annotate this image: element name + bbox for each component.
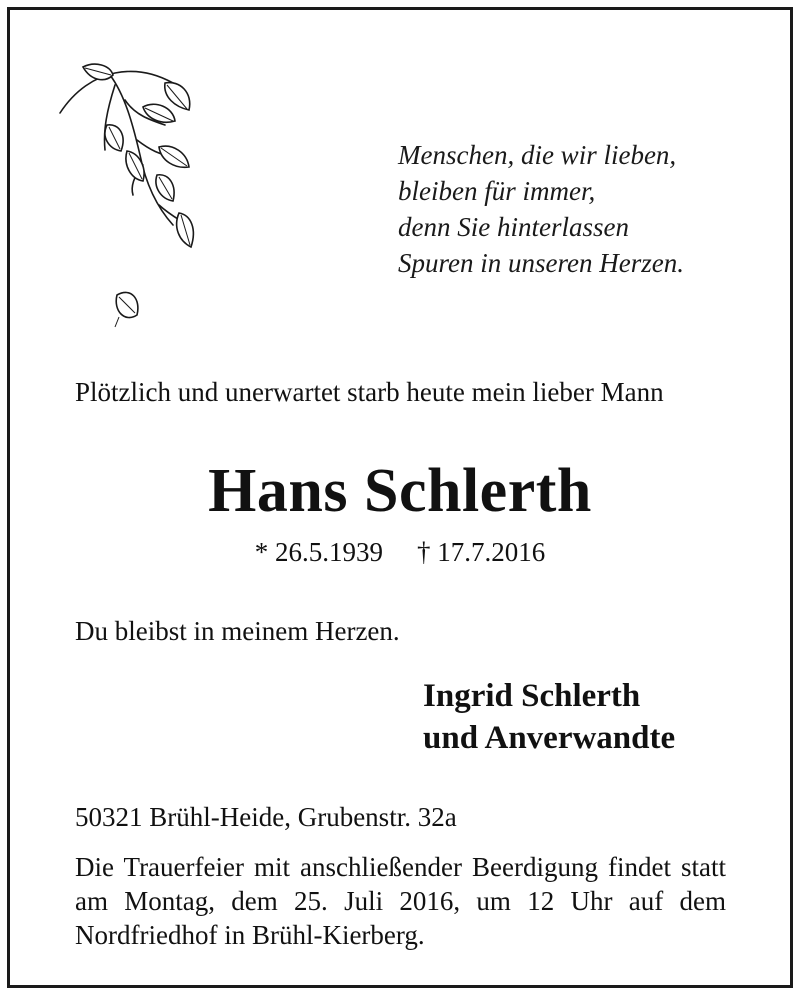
poem-line: Spuren in unseren Herzen. (398, 248, 684, 278)
funeral-details: Die Trauerfeier mit anschließender Beerdigung findet statt am Montag, dem 25. Juli 2016, um 12 Uhr auf dem Nordfriedhof in Brühl-Kierberg. (75, 852, 726, 950)
death-announcement-intro: Plötzlich und unerwartet starb heute mein lieber Mann (75, 377, 664, 407)
mourning-address: 50321 Brühl-Heide, Grubenstr. 32a (75, 802, 457, 832)
poem-line: Menschen, die wir lieben, (398, 140, 677, 170)
signers (423, 675, 675, 759)
birch-branch-icon (55, 55, 215, 345)
memorial-poem (398, 137, 758, 281)
remembrance-line: Du bleibst in meinem Herzen. (75, 616, 400, 646)
birth-date: * 26.5.1939 (254, 537, 383, 567)
death-date: † 17.7.2016 (417, 537, 546, 567)
poem-line: bleiben für immer, (398, 176, 596, 206)
deceased-name: Hans Schlerth (208, 457, 592, 525)
signer-relatives: und Anverwandte (423, 720, 676, 756)
signer-name: Ingrid Schlerth (423, 678, 641, 714)
life-dates (0, 535, 800, 569)
poem-line: denn Sie hinterlassen (398, 212, 629, 242)
